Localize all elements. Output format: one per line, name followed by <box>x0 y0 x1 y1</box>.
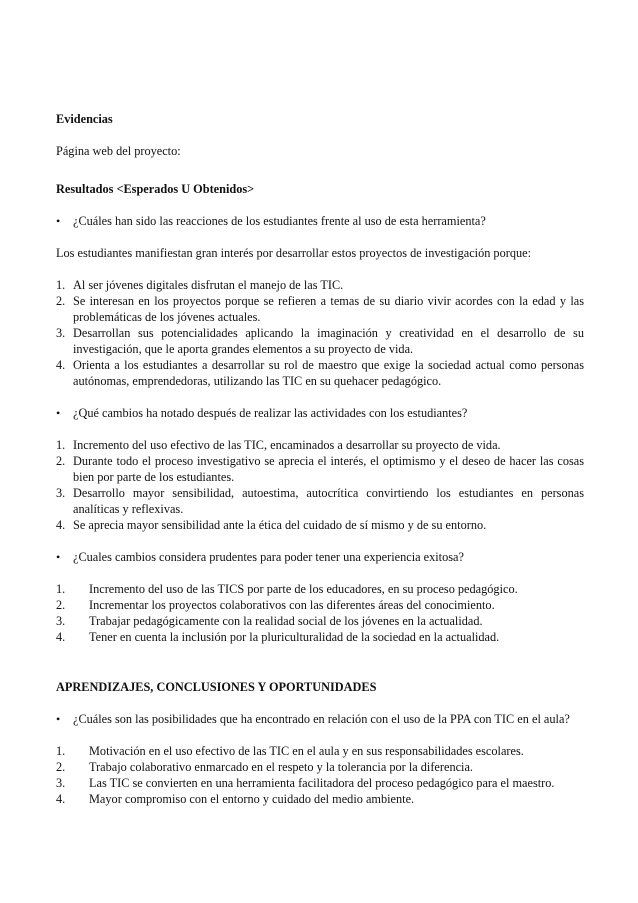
bullet-icon: • <box>56 550 61 564</box>
prudent-changes-list <box>56 581 584 645</box>
list-item-text: Se interesan en los proyectos porque se refieren a temas de su diario vivir acordes con la edad y las problemáticas de los jóvenes actuales. <box>73 294 584 324</box>
resultados-heading: Resultados <Esperados U Obtenidos> <box>56 182 255 196</box>
aprendizajes-heading: APRENDIZAJES, CONCLUSIONES Y OPORTUNIDADES <box>56 680 377 694</box>
question-text: ¿Cuales cambios considera prudentes para poder tener una experiencia exitosa? <box>73 550 464 564</box>
list-item <box>56 759 584 775</box>
list-number: 4. <box>56 518 66 532</box>
list-number: 2. <box>56 454 66 468</box>
list-item <box>56 325 584 357</box>
question-text: ¿Cuáles son las posibilidades que ha encontrado en relación con el uso de la PPA con TIC en el aula? <box>73 712 570 726</box>
list-item <box>56 597 584 613</box>
list-item <box>56 517 584 533</box>
list-number: 2. <box>56 294 66 308</box>
list-item-text: Desarrollo mayor sensibilidad, autoestima, autocrítica convirtiendo los estudiantes en personas analíticas y reflexivas. <box>73 486 584 516</box>
web-page-label: Página web del proyecto: <box>56 144 181 158</box>
list-item <box>56 453 584 485</box>
list-number: 1. <box>56 582 66 596</box>
bullet-icon: • <box>56 712 61 726</box>
list-item-text: Se aprecia mayor sensibilidad ante la ética del cuidado de sí mismo y de su entorno. <box>73 518 487 532</box>
list-number: 3. <box>56 614 66 628</box>
list-item-text: Al ser jóvenes digitales disfrutan el manejo de las TIC. <box>73 278 344 292</box>
list-item <box>56 437 584 453</box>
list-item <box>56 743 584 759</box>
list-number: 3. <box>56 486 66 500</box>
list-item-text: Tener en cuenta la inclusión por la pluriculturalidad de la sociedad en la actualidad. <box>89 630 500 644</box>
possibilities-list <box>56 743 584 807</box>
list-item <box>56 293 584 325</box>
changes-list <box>56 437 584 533</box>
list-item <box>56 277 584 293</box>
list-item <box>56 613 584 629</box>
list-item-text: Incrementar los proyectos colaborativos con las diferentes áreas del conocimiento. <box>89 598 495 612</box>
list-item-text: Incremento del uso efectivo de las TIC, encaminados a desarrollar su proyecto de vida. <box>73 438 501 452</box>
list-item-text: Mayor compromiso con el entorno y cuidado del medio ambiente. <box>89 792 415 806</box>
list-item <box>56 485 584 517</box>
bullet-icon: • <box>56 214 61 228</box>
question-bullet <box>56 549 584 565</box>
list-number: 4. <box>56 792 66 806</box>
list-number: 1. <box>56 438 66 452</box>
evidencias-heading: Evidencias <box>56 112 113 126</box>
list-item-text: Trabajo colaborativo enmarcado en el respeto y la tolerancia por la diferencia. <box>89 760 473 774</box>
list-item-text: Trabajar pedagógicamente con la realidad social de los jóvenes en la actualidad. <box>89 614 483 628</box>
question-text: ¿Qué cambios ha notado después de realizar las actividades con los estudiantes? <box>73 406 468 420</box>
list-number: 4. <box>56 358 66 372</box>
list-number: 4. <box>56 630 66 644</box>
list-item-text: Orienta a los estudiantes a desarrollar su rol de maestro que exige la sociedad actual como personas autónomas, emprendedoras, utilizando las TIC en su quehacer pedagógico. <box>73 358 584 388</box>
question-bullet <box>56 405 584 421</box>
list-item-text: Desarrollan sus potencialidades aplicando la imaginación y creatividad en el desarrollo de su investigación, que le aporta grandes elementos a su proyecto de vida. <box>73 326 584 356</box>
list-item <box>56 581 584 597</box>
list-number: 1. <box>56 744 66 758</box>
intro-paragraph: Los estudiantes manifiestan gran interés por desarrollar estos proyectos de investigación porque: <box>56 246 531 260</box>
list-item-text: Durante todo el proceso investigativo se aprecia el interés, el optimismo y el deseo de hacer las cosas bien por parte de los estudiantes. <box>73 454 584 484</box>
list-item-text: Incremento del uso de las TICS por parte de los educadores, en su proceso pedagógico. <box>89 582 518 596</box>
document-page <box>56 111 584 807</box>
list-number: 3. <box>56 326 66 340</box>
list-number: 2. <box>56 760 66 774</box>
list-number: 1. <box>56 278 66 292</box>
list-number: 2. <box>56 598 66 612</box>
list-item-text: Motivación en el uso efectivo de las TIC en el aula y en sus responsabilidades escolares. <box>89 744 524 758</box>
list-number: 3. <box>56 776 66 790</box>
reactions-list <box>56 277 584 389</box>
question-text: ¿Cuáles han sido las reacciones de los estudiantes frente al uso de esta herramienta? <box>73 214 486 228</box>
bullet-icon: • <box>56 406 61 420</box>
question-bullet <box>56 213 584 229</box>
question-bullet <box>56 711 584 727</box>
list-item <box>56 775 584 791</box>
list-item-text: Las TIC se convierten en una herramienta facilitadora del proceso pedagógico para el maestro. <box>89 776 555 790</box>
list-item <box>56 791 584 807</box>
list-item <box>56 357 584 389</box>
list-item <box>56 629 584 645</box>
